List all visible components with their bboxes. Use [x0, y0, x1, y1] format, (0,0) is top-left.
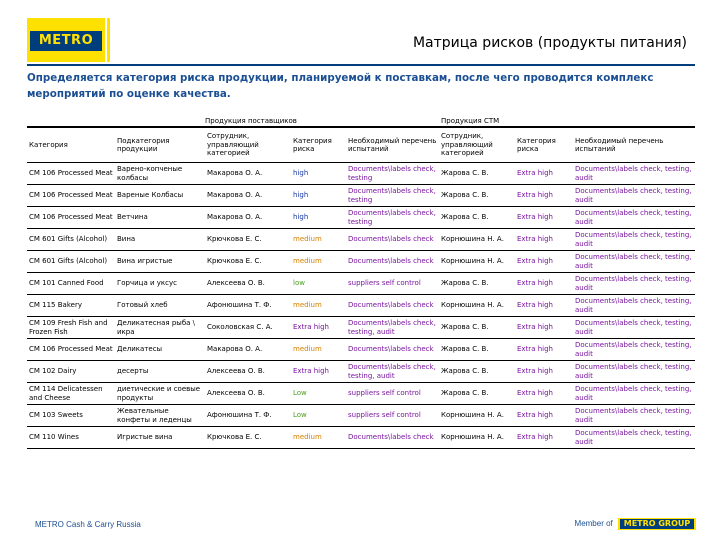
stm-manager-cell: Жарова С. В.	[439, 339, 515, 361]
manager-cell: Алексеева О. В.	[205, 361, 291, 383]
stm-tests-cell: Documents\labels check, testing, audit	[573, 405, 695, 427]
stm-tests-cell: Documents\labels check, testing, audit	[573, 361, 695, 383]
risk-cell: high	[291, 163, 346, 185]
manager-cell: Крючкова Е. С.	[205, 229, 291, 251]
table-row	[27, 251, 695, 273]
member-of-label: Member of	[574, 519, 613, 529]
subcategory-cell: Жевательные конфеты и леденцы	[115, 405, 205, 427]
stm-risk-cell: Extra high	[515, 295, 573, 317]
stm-risk-cell: Extra high	[515, 185, 573, 207]
table-row	[27, 295, 695, 317]
subcategory-cell: Деликатесная рыба \ икра	[115, 317, 205, 339]
stm-tests-cell: Documents\labels check, testing, audit	[573, 185, 695, 207]
footer-member	[575, 518, 696, 530]
subcategory-cell: Игристые вина	[115, 427, 205, 449]
manager-cell: Алексеева О. В.	[205, 383, 291, 405]
risk-cell: high	[291, 207, 346, 229]
stm-manager-cell: Жарова С. В.	[439, 163, 515, 185]
matrix-grid	[27, 127, 695, 449]
stm-risk-cell: Extra high	[515, 339, 573, 361]
metro-group-logo-text: METRO GROUP	[620, 519, 694, 529]
risk-cell: medium	[291, 427, 346, 449]
tests-cell: Documents\labels check	[346, 251, 439, 273]
stm-manager-cell: Корнюшина Н. А.	[439, 229, 515, 251]
manager-cell: Макарова О. А.	[205, 207, 291, 229]
stm-manager-cell: Жарова С. В.	[439, 361, 515, 383]
stm-manager-cell: Корнюшина Н. А.	[439, 405, 515, 427]
stm-tests-cell: Documents\labels check, testing, audit	[573, 163, 695, 185]
table-row	[27, 427, 695, 449]
column-header: Необходимый перечень испытаний	[346, 128, 439, 163]
subcategory-cell: Вареные Колбасы	[115, 185, 205, 207]
stm-manager-cell: Корнюшина Н. А.	[439, 295, 515, 317]
risk-cell: medium	[291, 339, 346, 361]
category-cell: CM 103 Sweets	[27, 405, 115, 427]
stm-tests-cell: Documents\labels check, testing, audit	[573, 317, 695, 339]
group-header-row	[27, 117, 695, 127]
category-cell: CM 106 Processed Meat	[27, 339, 115, 361]
header	[27, 18, 695, 66]
table-row	[27, 383, 695, 405]
manager-cell: Макарова О. А.	[205, 339, 291, 361]
stm-manager-cell: Корнюшина Н. А.	[439, 427, 515, 449]
manager-cell: Макарова О. А.	[205, 163, 291, 185]
category-cell: CM 101 Canned Food	[27, 273, 115, 295]
risk-cell: Extra high	[291, 317, 346, 339]
risk-cell: high	[291, 185, 346, 207]
table-row	[27, 207, 695, 229]
stm-tests-cell: Documents\labels check, testing, audit	[573, 273, 695, 295]
risk-cell: Low	[291, 383, 346, 405]
manager-cell: Соколовская С. А.	[205, 317, 291, 339]
metro-logo	[27, 18, 105, 62]
subcategory-cell: десерты	[115, 361, 205, 383]
column-header: Подкатегория продукции	[115, 128, 205, 163]
category-cell: CM 110 Wines	[27, 427, 115, 449]
tests-cell: Documents\labels check, testing, audit	[346, 361, 439, 383]
manager-cell: Крючкова Е. С.	[205, 251, 291, 273]
stm-risk-cell: Extra high	[515, 317, 573, 339]
table-row	[27, 163, 695, 185]
tests-cell: Documents\labels check, testing	[346, 207, 439, 229]
category-cell: CM 106 Processed Meat	[27, 163, 115, 185]
stm-tests-cell: Documents\labels check, testing, audit	[573, 427, 695, 449]
stm-tests-cell: Documents\labels check, testing, audit	[573, 207, 695, 229]
intro-text: Определяется категория риска продукции, планируемой к поставкам, после чего проводится комплекс мероприятий по оценке качества.	[27, 72, 654, 100]
category-cell: CM 115 Bakery	[27, 295, 115, 317]
subcategory-cell: Вина игристые	[115, 251, 205, 273]
tests-cell: Documents\labels check	[346, 229, 439, 251]
stm-risk-cell: Extra high	[515, 163, 573, 185]
column-header: Категория	[27, 128, 115, 163]
stm-tests-cell: Documents\labels check, testing, audit	[573, 251, 695, 273]
column-header: Сотрудник, управляющий категорией	[439, 128, 515, 163]
stm-manager-cell: Корнюшина Н. А.	[439, 251, 515, 273]
subcategory-cell: диетические и соевые продукты	[115, 383, 205, 405]
metro-logo-text: METRO	[30, 31, 102, 51]
manager-cell: Афонюшина Т. Ф.	[205, 295, 291, 317]
stm-tests-cell: Documents\labels check, testing, audit	[573, 383, 695, 405]
stm-risk-cell: Extra high	[515, 251, 573, 273]
table-row	[27, 361, 695, 383]
risk-cell: Extra high	[291, 361, 346, 383]
group-stm-label: Продукция СТМ	[441, 117, 500, 125]
stm-manager-cell: Жарова С. В.	[439, 383, 515, 405]
tests-cell: Documents\labels check	[346, 427, 439, 449]
risk-cell: low	[291, 273, 346, 295]
stm-risk-cell: Extra high	[515, 383, 573, 405]
stm-risk-cell: Extra high	[515, 273, 573, 295]
tests-cell: Documents\labels check	[346, 295, 439, 317]
tests-cell: Documents\labels check	[346, 339, 439, 361]
stm-risk-cell: Extra high	[515, 229, 573, 251]
manager-cell: Макарова О. А.	[205, 185, 291, 207]
stm-manager-cell: Жарова С. В.	[439, 207, 515, 229]
page-title: Матрица рисков (продукты питания)	[412, 35, 687, 51]
stm-tests-cell: Documents\labels check, testing, audit	[573, 229, 695, 251]
tests-cell: Documents\labels check, testing	[346, 185, 439, 207]
manager-cell: Афонюшина Т. Ф.	[205, 405, 291, 427]
stm-manager-cell: Жарова С. В.	[439, 317, 515, 339]
category-cell: CM 106 Processed Meat	[27, 207, 115, 229]
table-row	[27, 317, 695, 339]
column-header: Сотрудник, управляющий категорией	[205, 128, 291, 163]
category-cell: CM 601 Gifts (Alcohol)	[27, 229, 115, 251]
stm-risk-cell: Extra high	[515, 207, 573, 229]
stm-manager-cell: Жарова С. В.	[439, 185, 515, 207]
column-header-row	[27, 128, 695, 163]
risk-cell: medium	[291, 229, 346, 251]
manager-cell: Крючкова Е. С.	[205, 427, 291, 449]
metro-group-logo	[618, 518, 696, 530]
stm-risk-cell: Extra high	[515, 361, 573, 383]
tests-cell: suppliers self control	[346, 405, 439, 427]
column-header: Категория риска	[291, 128, 346, 163]
subcategory-cell: Ветчина	[115, 207, 205, 229]
tests-cell: Documents\labels check, testing, audit	[346, 317, 439, 339]
category-cell: CM 114 Delicatessen and Cheese	[27, 383, 115, 405]
stm-tests-cell: Documents\labels check, testing, audit	[573, 295, 695, 317]
subcategory-cell: Горчица и уксус	[115, 273, 205, 295]
header-accent-line	[107, 18, 110, 62]
subcategory-cell: Деликатесы	[115, 339, 205, 361]
footer-company: METRO Cash & Carry Russia	[35, 520, 141, 529]
stm-risk-cell: Extra high	[515, 427, 573, 449]
manager-cell: Алексеева О. В.	[205, 273, 291, 295]
column-header: Необходимый перечень испытаний	[573, 128, 695, 163]
category-cell: CM 102 Dairy	[27, 361, 115, 383]
tests-cell: Documents\labels check, testing	[346, 163, 439, 185]
group-suppliers-label: Продукция поставщиков	[205, 117, 297, 125]
table-row	[27, 185, 695, 207]
tests-cell: suppliers self control	[346, 383, 439, 405]
stm-tests-cell: Documents\labels check, testing, audit	[573, 339, 695, 361]
category-cell: CM 109 Fresh Fish and Frozen Fish	[27, 317, 115, 339]
subcategory-cell: Варено-копченые колбасы	[115, 163, 205, 185]
risk-cell: Low	[291, 405, 346, 427]
table-row	[27, 405, 695, 427]
category-cell: CM 601 Gifts (Alcohol)	[27, 251, 115, 273]
subcategory-cell: Вина	[115, 229, 205, 251]
stm-manager-cell: Жарова С. В.	[439, 273, 515, 295]
category-cell: CM 106 Processed Meat	[27, 185, 115, 207]
table-row	[27, 273, 695, 295]
risk-matrix-table	[27, 117, 695, 449]
risk-cell: medium	[291, 295, 346, 317]
column-header: Категория риска	[515, 128, 573, 163]
stm-risk-cell: Extra high	[515, 405, 573, 427]
table-row	[27, 229, 695, 251]
table-row	[27, 339, 695, 361]
tests-cell: suppliers self control	[346, 273, 439, 295]
risk-cell: medium	[291, 251, 346, 273]
subcategory-cell: Готовый хлеб	[115, 295, 205, 317]
